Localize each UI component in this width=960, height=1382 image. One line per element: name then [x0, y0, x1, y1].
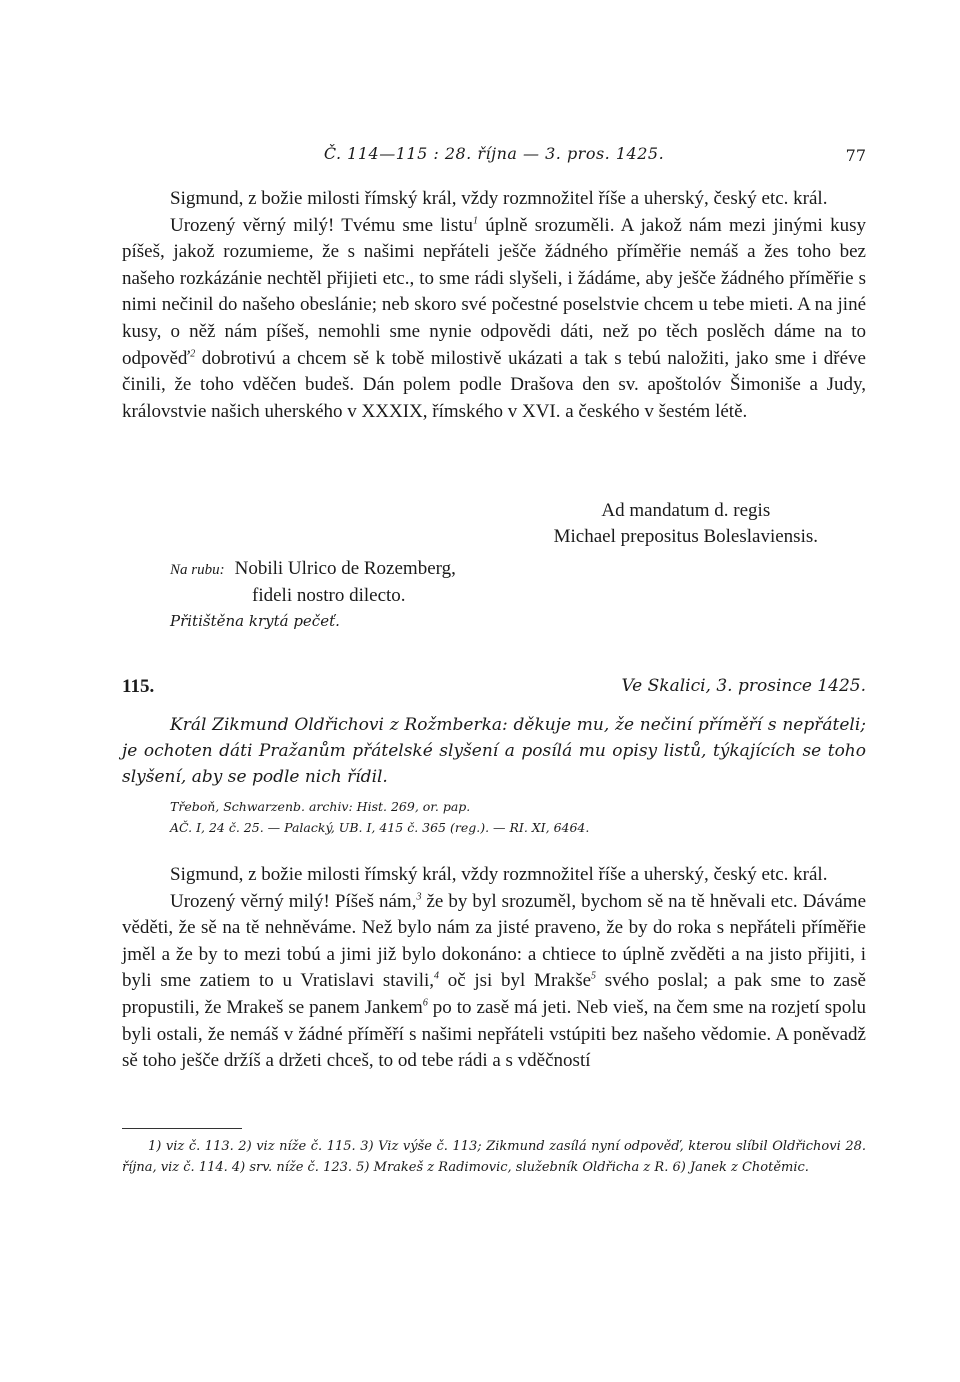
signature-line-1: Ad mandatum d. regis — [601, 500, 771, 521]
footnote-ref-4: 4 — [434, 971, 440, 983]
rubu-label: Na rubu: — [170, 562, 225, 578]
letter-115-body-part4: svého poslal; a pak sme to zasě propustili, že Mrakeš se panem Jankem — [122, 970, 866, 1018]
running-head — [122, 144, 866, 168]
footnote-ref-2: 2 — [190, 348, 196, 360]
letter-114 — [122, 186, 866, 425]
letter-114-body-part1: Urozený věrný milý! Tvému sme listu — [170, 214, 474, 236]
document-place-date: Ve Skalici, 3. prosince 1425. — [621, 676, 866, 696]
letter-115-body-part1: Urozený věrný milý! Píšeš nám, — [170, 890, 417, 912]
footnote-ref-5: 5 — [591, 971, 597, 983]
letter-115-body-part3: oč jsi byl Mrakše — [439, 970, 592, 992]
address-on-back — [170, 556, 456, 609]
letter-115-intitulatio: Sigmund, z božie milosti římský král, vždy rozmnožitel říše a uherský, český etc. král. — [170, 864, 828, 885]
letter-114-body-part3: dobrotivú a chcem sě k tobě milostivě ukázati a tak s tebú naložiti, jako sme i dřéve činili, že toho vděčen budeš. Dán polem podle Drašova den sv. apoštolóv Šimoniše a Judy, královstvie našich uherského v XXXIX, římského v XVI. a českého v šestém létě. — [122, 347, 866, 422]
footnote-ref-3: 3 — [416, 891, 422, 903]
footnote-divider — [122, 1128, 242, 1129]
document-115-heading — [122, 676, 866, 702]
rubu-line-2: fideli nostro dilecto. — [252, 585, 406, 606]
document-115-sources — [170, 796, 589, 838]
footnote-ref-1: 1 — [473, 215, 479, 227]
footnotes: 1) viz č. 113. 2) viz níže č. 115. 3) Viz výše č. 113; Zikmund zasílá nyní odpověď, kterou slíbil Oldřichovi 28. října, viz č. 114. 4) srv. níže č. 123. 5) Mrakeš z Radimovic, služebník Oldřicha z R. 6) Janek z Chotěmic. — [122, 1139, 866, 1175]
source-line-1: Třeboň, Schwarzenb. archiv: Hist. 269, or. pap. — [170, 799, 471, 814]
rubu-line-1: Nobili Ulrico de Rozemberg, — [234, 558, 456, 579]
letter-115-body-part5: po to zasě má jeti. Neb vieš, na čem sme na rozjetí spolu byli ostali, že nemáš v žádné příměří s našimi nepřáteli vstúpiti bez našeho vědomie. A poněvadž sě toho ješče držíš a držeti chceš, to od tebe rádi a s vděčností — [122, 996, 866, 1072]
signature-line-2: Michael prepositus Boleslaviensis. — [553, 526, 818, 547]
letter-114-body — [122, 213, 866, 426]
letter-115-body — [122, 889, 866, 1075]
letter-114-intitulatio: Sigmund, z božie milosti římský král, vždy rozmnožitel říše a uherský, český etc. král. — [170, 188, 828, 209]
source-line-2: AČ. I, 24 č. 25. — Palacký, UB. I, 415 č. 365 (reg.). — RI. XI, 6464. — [170, 820, 590, 835]
document-number: 115. — [122, 676, 155, 697]
letter-115 — [122, 862, 866, 1075]
page-number: 77 — [845, 146, 866, 165]
seal-note: Přitištěna krytá pečeť. — [170, 612, 340, 630]
letter-114-body-part2: úplně srozuměli. A jakož nám mezi jinými kusy píšeš, jakož rozumieme, že s našimi nepřáteli ješče žádného příměřie nemáš a žes toho bez našeho rozkázánie nechtěl přijieti etc., to sme rádi slyšeli, i žádáme, aby ješče žádného příměřie s nimi nečinil do našeho obeslánie; neb skoro své počestné poselstvie chcem u tebe mieti. A na jiné kusy, o něž nám píšeš, nemohli sme nynie odpovědi dáti, než po těch poslěch dáme na to odpověď — [122, 214, 866, 369]
running-title: Č. 114—115 : 28. října — 3. pros. 1425. — [323, 144, 665, 163]
footnote-ref-6: 6 — [422, 997, 428, 1009]
signature-block — [554, 498, 818, 550]
letter-115-body-part2: že by byl srozuměl, bychom sě na tě hněvali etc. Dáváme věděti, že sě na tě nehněváme. Než bylo nám za jisté praveno, že by do roka s nepřáteli příměřie jměl a že by to mezi tobú a jimi již bylo dokonáno: a chtiece to úplně zvěděti a na jisto přijiti, i byli sme zatiem to u Vratislavi stavili, — [122, 890, 867, 992]
document-115-regest: Král Zikmund Oldřichovi z Rožmberka: děkuje mu, že nečiní příměří s nepřáteli; je ochoten dáti Pražanům přátelské slyšení a posílá mu opisy listů, týkajících se toho slyšení, aby se podle nich řídil. — [122, 715, 866, 787]
